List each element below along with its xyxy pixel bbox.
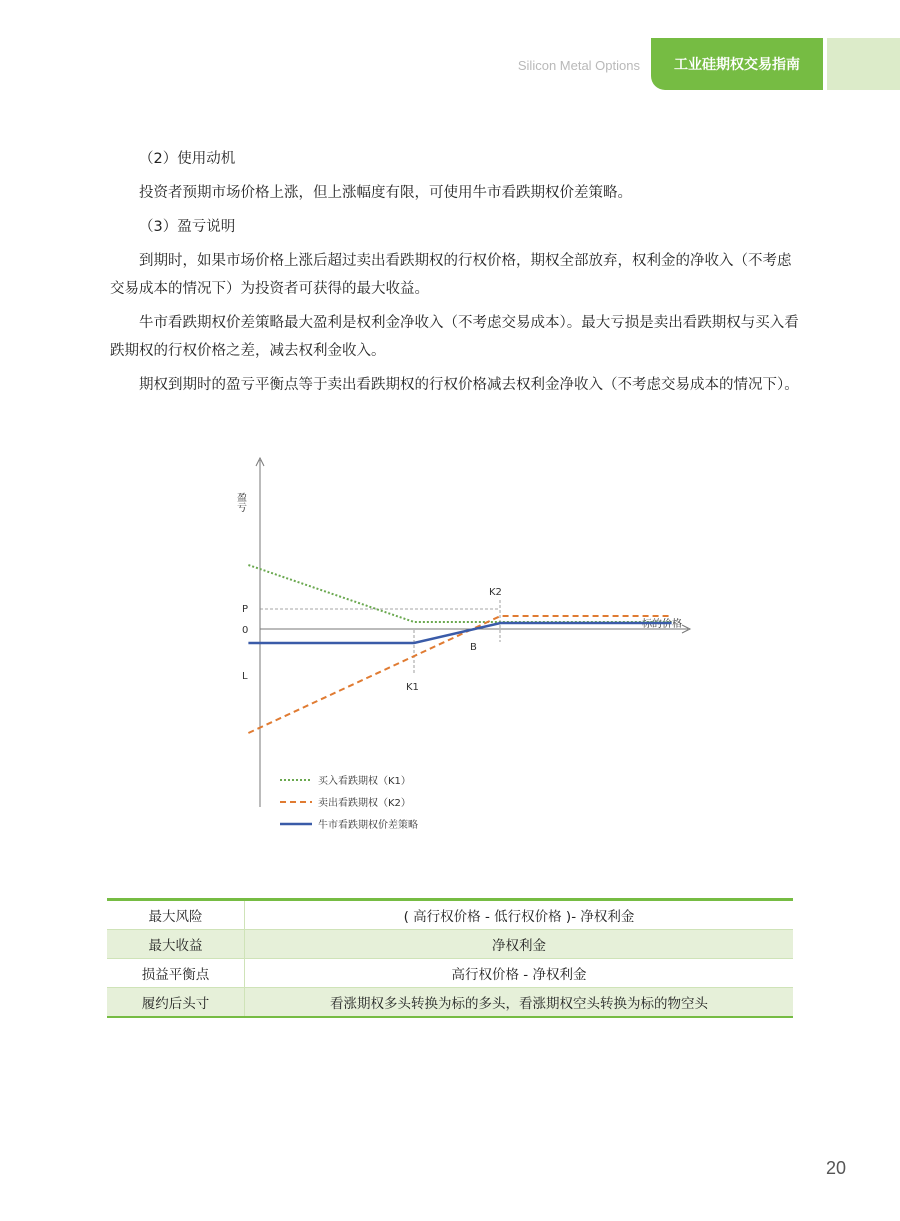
heading-pnl: （3）盈亏说明 (139, 219, 236, 235)
y-tick-p-text: P (242, 604, 249, 615)
para-3: 期权到期时的盈亏平衡点等于卖出看跌期权的行权价格减去权利金净收入（不考虑交易成本的情况下）。 (139, 377, 799, 393)
series-spread (248, 623, 671, 643)
label-k2-text: K2 (489, 587, 502, 598)
table-row (107, 900, 793, 930)
series-layer (248, 565, 671, 733)
para-motive: 投资者预期市场价格上涨，但上涨幅度有限，可使用牛市看跌期权价差策略。 (139, 185, 632, 201)
legend-label-spread-text: 牛市看跌期权价差策略 (318, 820, 418, 831)
table-row (107, 988, 793, 1018)
heading-motive: （2）使用动机 (139, 151, 236, 167)
label-k2 (489, 587, 502, 598)
payoff-chart (230, 452, 710, 852)
legend (280, 774, 418, 831)
header-chinese-title (651, 38, 823, 90)
body-text (110, 145, 800, 405)
summary-table (107, 898, 793, 1018)
para-1: 到期时，如果市场价格上涨后超过卖出看跌期权的行权价格，期权全部放弃，权利金的净收入（不考虑交易成本的情况下）为投资者可获得的最大收益。 (110, 253, 792, 297)
header-accent-block (827, 38, 900, 90)
y-tick-0-text: 0 (242, 625, 249, 636)
legend-label-long-put-text: 买入看跌期权（K1） (318, 776, 411, 787)
header-chinese-title-text: 工业硅期权交易指南 (674, 57, 800, 73)
page-number: 20 (825, 1158, 846, 1178)
label-k1 (406, 682, 419, 693)
table-key: 履约后头寸 (107, 988, 245, 1018)
table-value: 高行权价格 - 净权利金 (245, 959, 794, 988)
table-row (107, 959, 793, 988)
table-key: 最大风险 (107, 900, 245, 930)
y-axis-label-text: 盈亏 (234, 492, 246, 512)
table-value: ( 高行权价格 - 低行权价格 )- 净权利金 (245, 900, 794, 930)
label-b-text: B (470, 642, 477, 653)
legend-label-short-put (318, 796, 411, 809)
y-tick-l (242, 671, 248, 682)
para-2: 牛市看跌期权价差策略最大盈利是权利金净收入（不考虑交易成本）。最大亏损是卖出看跌期权与买入看跌期权的行权价格之差，减去权利金收入。 (110, 315, 799, 359)
table-key: 最大收益 (107, 930, 245, 959)
y-axis-label (235, 492, 247, 512)
legend-label-short-put-text: 卖出看跌期权（K2） (318, 798, 411, 809)
label-b (470, 642, 477, 653)
y-tick-0 (242, 625, 248, 636)
series-long-put (248, 565, 671, 622)
y-tick-l-text: L (242, 671, 248, 682)
table-key: 损益平衡点 (107, 959, 245, 988)
legend-label-long-put (318, 774, 411, 787)
table-value: 看涨期权多头转换为标的多头，看涨期权空头转换为标的物空头 (245, 988, 794, 1018)
label-k1-text: K1 (406, 682, 419, 693)
header-english-title: Silicon Metal Options (517, 58, 640, 73)
legend-label-spread (318, 818, 418, 831)
table-row (107, 930, 793, 959)
y-tick-p (242, 604, 248, 615)
table-value: 净权利金 (245, 930, 794, 959)
x-axis-label-text: 标的价格 (642, 619, 682, 630)
